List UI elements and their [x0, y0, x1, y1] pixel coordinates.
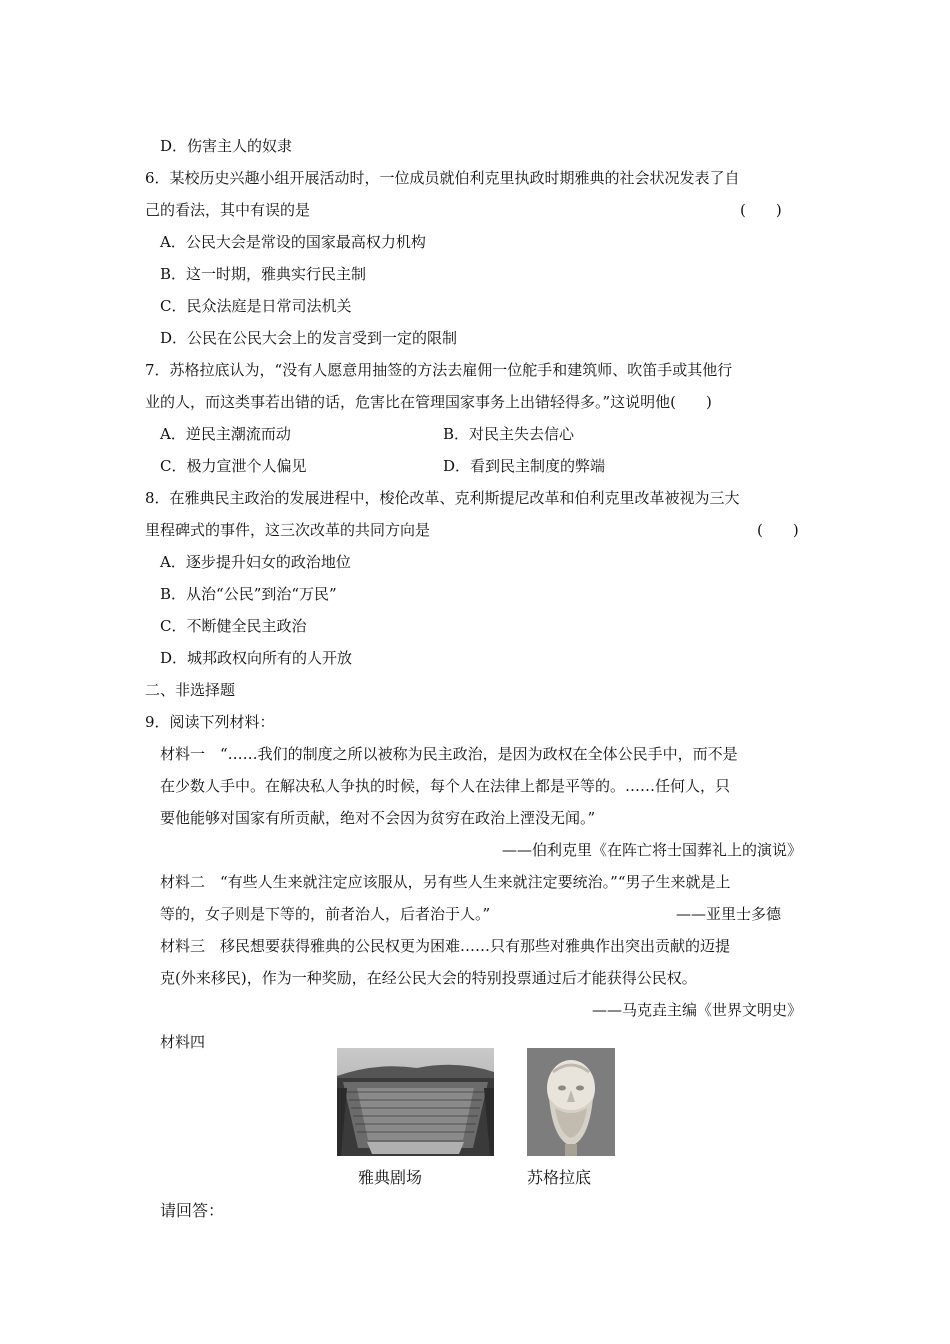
q8-option-c: C．不断健全民主政治 [160, 617, 307, 635]
q9-material1-line3: 要他能够对国家有所贡献，绝对不会因为贫穷在政治上湮没无闻。” [160, 809, 596, 827]
q7-stem-line2: 业的人，而这类事若出错的话，危害比在管理国家事务上出错轻得多。”这说明他( ) [145, 393, 712, 411]
q9-material2-line1: 材料二 “有些人生来就注定应该服从，另有些人生来就注定要统治。”“男子生来就是上 [160, 873, 731, 891]
athens-theatre-image [337, 1048, 494, 1156]
q9-material2-source: ——亚里士多德 [676, 905, 782, 923]
socrates-bust-photo [527, 1048, 615, 1156]
q6-answer-bracket: ( ) [740, 201, 782, 219]
q9-material1-line2: 在少数人手中。在解决私人争执的时候，每个人在法律上都是平等的。……任何人，只 [160, 777, 731, 795]
q6-stem-line1: 6．某校历史兴趣小组开展活动时，一位成员就伯利克里执政时期雅典的社会状况发表了自 [145, 169, 740, 187]
q8-stem-line1: 8．在雅典民主政治的发展进程中，梭伦改革、克利斯提尼改革和伯利克里改革被视为三大 [145, 489, 740, 507]
q8-option-d: D．城邦政权向所有的人开放 [160, 649, 353, 667]
q9-material2-line2: 等的，女子则是下等的，前者治人，后者治于人。” [160, 905, 491, 923]
q6-option-d: D．公民在公民大会上的发言受到一定的限制 [160, 329, 458, 347]
q9-intro: 9．阅读下列材料： [145, 713, 275, 731]
q7-option-c: C．极力宣泄个人偏见 [160, 457, 307, 475]
q6-stem-line2: 己的看法，其中有误的是 [145, 201, 311, 219]
q9-material3-line2: 克(外来移民)，作为一种奖励，在经公民大会的特别投票通过后才能获得公民权。 [160, 969, 697, 987]
q7-option-a: A．逆民主潮流而动 [160, 425, 291, 443]
socrates-bust-image [527, 1048, 615, 1156]
q6-option-b: B．这一时期，雅典实行民主制 [160, 265, 367, 283]
q7-option-b: B．对民主失去信心 [443, 425, 575, 443]
q8-option-a: A．逐步提升妇女的政治地位 [160, 553, 351, 571]
q9-material3-line1: 材料三 移民想要获得雅典的公民权更为困难……只有那些对雅典作出突出贡献的迈提 [160, 937, 731, 955]
q9-material3-source: ——马克垚主编《世界文明史》 [591, 1001, 802, 1019]
q9-material1-line1: 材料一 “……我们的制度之所以被称为民主政治，是因为政权在全体公民手中，而不是 [160, 745, 738, 763]
q7-stem-line1: 7．苏格拉底认为，“没有人愿意用抽签的方法去雇佣一位舵手和建筑师、吹笛手或其他行 [145, 361, 733, 379]
theatre-caption: 雅典剧场 [358, 1168, 423, 1187]
q8-answer-bracket: ( ) [757, 521, 799, 539]
q6-option-a: A．公民大会是常设的国家最高权力机构 [160, 233, 426, 251]
athens-theatre-photo [337, 1048, 494, 1156]
section-heading: 二、非选择题 [145, 681, 236, 699]
q9-material4-label: 材料四 [160, 1033, 206, 1051]
q9-material1-source: ——伯利克里《在阵亡将士国葬礼上的演说》 [501, 841, 802, 859]
q5-option-d: D．伤害主人的奴隶 [160, 137, 293, 155]
q7-option-d: D．看到民主制度的弊端 [443, 457, 606, 475]
q8-option-b: B．从治“公民”到治“万民” [160, 585, 337, 603]
answer-prompt: 请回答： [160, 1201, 225, 1220]
q6-option-c: C．民众法庭是日常司法机关 [160, 297, 352, 315]
q8-stem-line2: 里程碑式的事件，这三次改革的共同方向是 [145, 521, 431, 539]
socrates-caption: 苏格拉底 [527, 1168, 592, 1187]
